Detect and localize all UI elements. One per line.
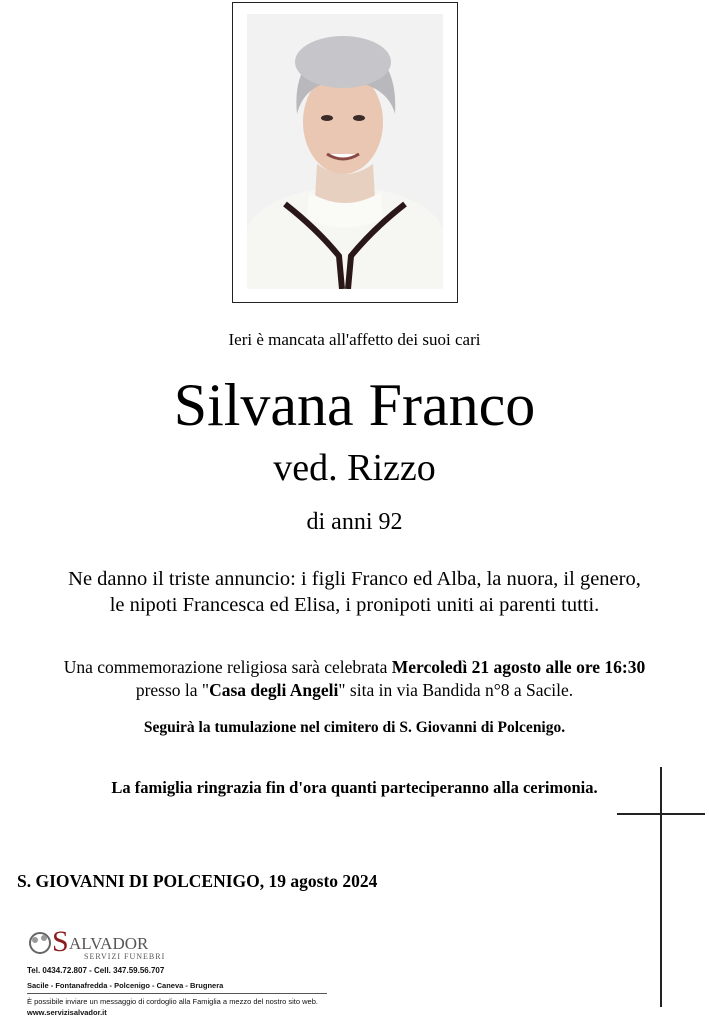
- announcement-line-1: Ne danno il triste annuncio: i figli Franco ed Alba, la nuora, il genero,: [68, 568, 641, 590]
- phone-numbers: Tel. 0434.72.807 - Cell. 347.59.56.707: [27, 966, 165, 975]
- ceremony-venue: Casa degli Angeli: [209, 680, 339, 700]
- announcement-line-2: le nipoti Francesca ed Elisa, i pronipoti uniti ai parenti tutti.: [109, 594, 600, 616]
- deceased-name: Silvana Franco: [173, 372, 536, 438]
- portrait-frame: [232, 2, 458, 303]
- place-date: S. GIOVANNI DI POLCENIGO, 19 agosto 2024: [17, 871, 378, 891]
- widow-of: ved. Rizzo: [273, 447, 436, 489]
- ceremony-line-2: [0, 679, 709, 702]
- logo-initial: S: [52, 925, 69, 958]
- intro-text: Ieri è mancata all'affetto dei suoi cari: [228, 330, 481, 349]
- thanks-text: La famiglia ringrazia fin d'ora quanti parteciperanno alla cerimonia.: [111, 778, 598, 797]
- ceremony-prefix: Una commemorazione religiosa sarà celebrata: [63, 657, 392, 677]
- cross-bar: [617, 813, 705, 815]
- branch-locations: Sacile - Fontanafredda - Polcenigo - Caneva - Brugnera: [27, 981, 224, 990]
- ceremony-line-1: [0, 656, 709, 679]
- condolence-note: È possibile inviare un messaggio di cordoglio alla Famiglia a mezzo del nostro sito web.: [27, 997, 318, 1006]
- venue-suffix: " sita in via Bandida n°8 a Sacile.: [338, 680, 574, 700]
- website-link[interactable]: www.servizisalvador.it: [27, 1008, 107, 1017]
- salvador-logo: [26, 925, 186, 965]
- announcement: [0, 566, 709, 618]
- cross-icon: [660, 767, 662, 1007]
- portrait-photo: [247, 14, 443, 289]
- footer-divider: [27, 993, 327, 994]
- logo-main: ALVADOR: [69, 934, 149, 953]
- logo-sub: SERVIZI FUNEBRI: [84, 952, 166, 961]
- age-text: di anni 92: [306, 509, 403, 535]
- ceremony-info: [0, 656, 709, 702]
- ceremony-datetime: Mercoledì 21 agosto alle ore 16:30: [391, 657, 646, 677]
- venue-prefix: presso la ": [135, 680, 210, 700]
- burial-text: Seguirà la tumulazione nel cimitero di S. Giovanni di Polcenigo.: [143, 719, 566, 736]
